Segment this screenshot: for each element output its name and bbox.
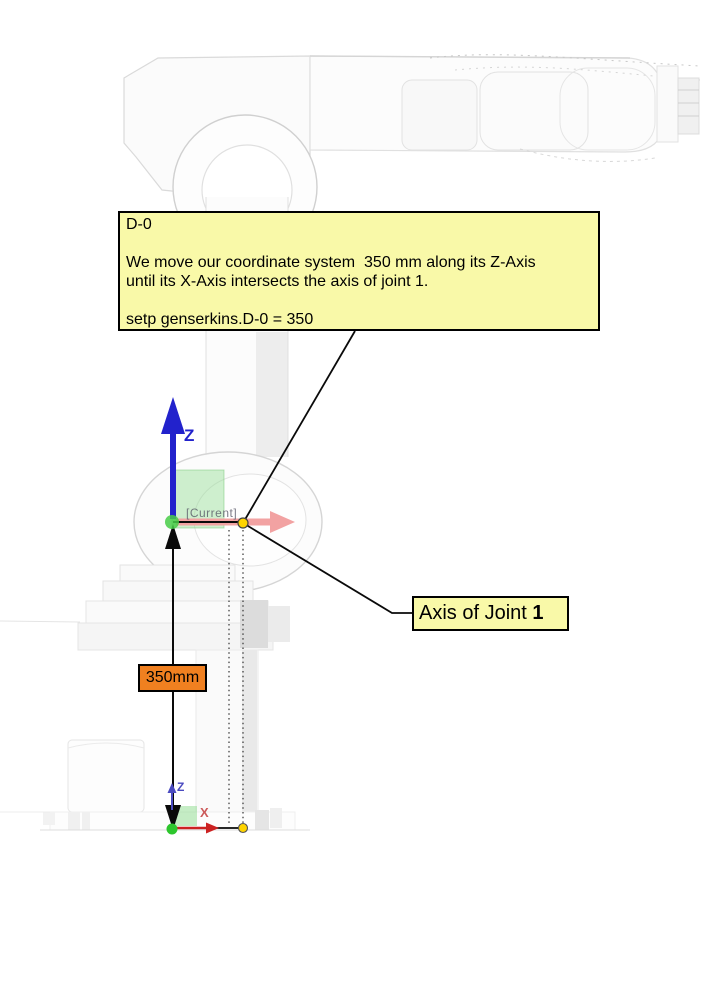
base-cylinder bbox=[68, 740, 144, 812]
note-spacer bbox=[126, 291, 592, 310]
joint1-axis-marker-top bbox=[238, 518, 248, 528]
wrist-plate bbox=[657, 66, 678, 142]
base-flange bbox=[120, 565, 235, 583]
note-spacer bbox=[126, 234, 592, 253]
joint1-axis-marker-bottom bbox=[239, 824, 248, 833]
dh-parameter-note-box bbox=[118, 211, 600, 331]
axis-of-joint-callout bbox=[412, 596, 569, 631]
dimension-label: 350mm bbox=[138, 664, 207, 692]
origin-marker-current bbox=[165, 515, 179, 529]
note-description-line2: until its X-Axis intersects the axis of joint 1. bbox=[126, 273, 429, 290]
note-description-line1: We move our coordinate system 350 mm along its Z-Axis bbox=[126, 254, 536, 271]
callout-joint-number: 1 bbox=[532, 602, 544, 624]
current-frame-z-label: Z bbox=[184, 426, 195, 445]
base-frame-x-label: X bbox=[200, 805, 209, 820]
callout-text: Axis of Joint bbox=[419, 602, 533, 624]
forearm-panel bbox=[402, 80, 477, 150]
note-parameter-title: D-0 bbox=[126, 216, 152, 233]
base-frame-z-label: Z bbox=[177, 780, 185, 794]
current-frame-name: [Current] bbox=[186, 506, 238, 520]
origin-marker-base bbox=[167, 824, 178, 835]
tool-flange bbox=[678, 78, 699, 134]
robot-arm-outline bbox=[0, 55, 700, 830]
note-command: setp genserkins.D-0 = 350 bbox=[126, 311, 314, 328]
